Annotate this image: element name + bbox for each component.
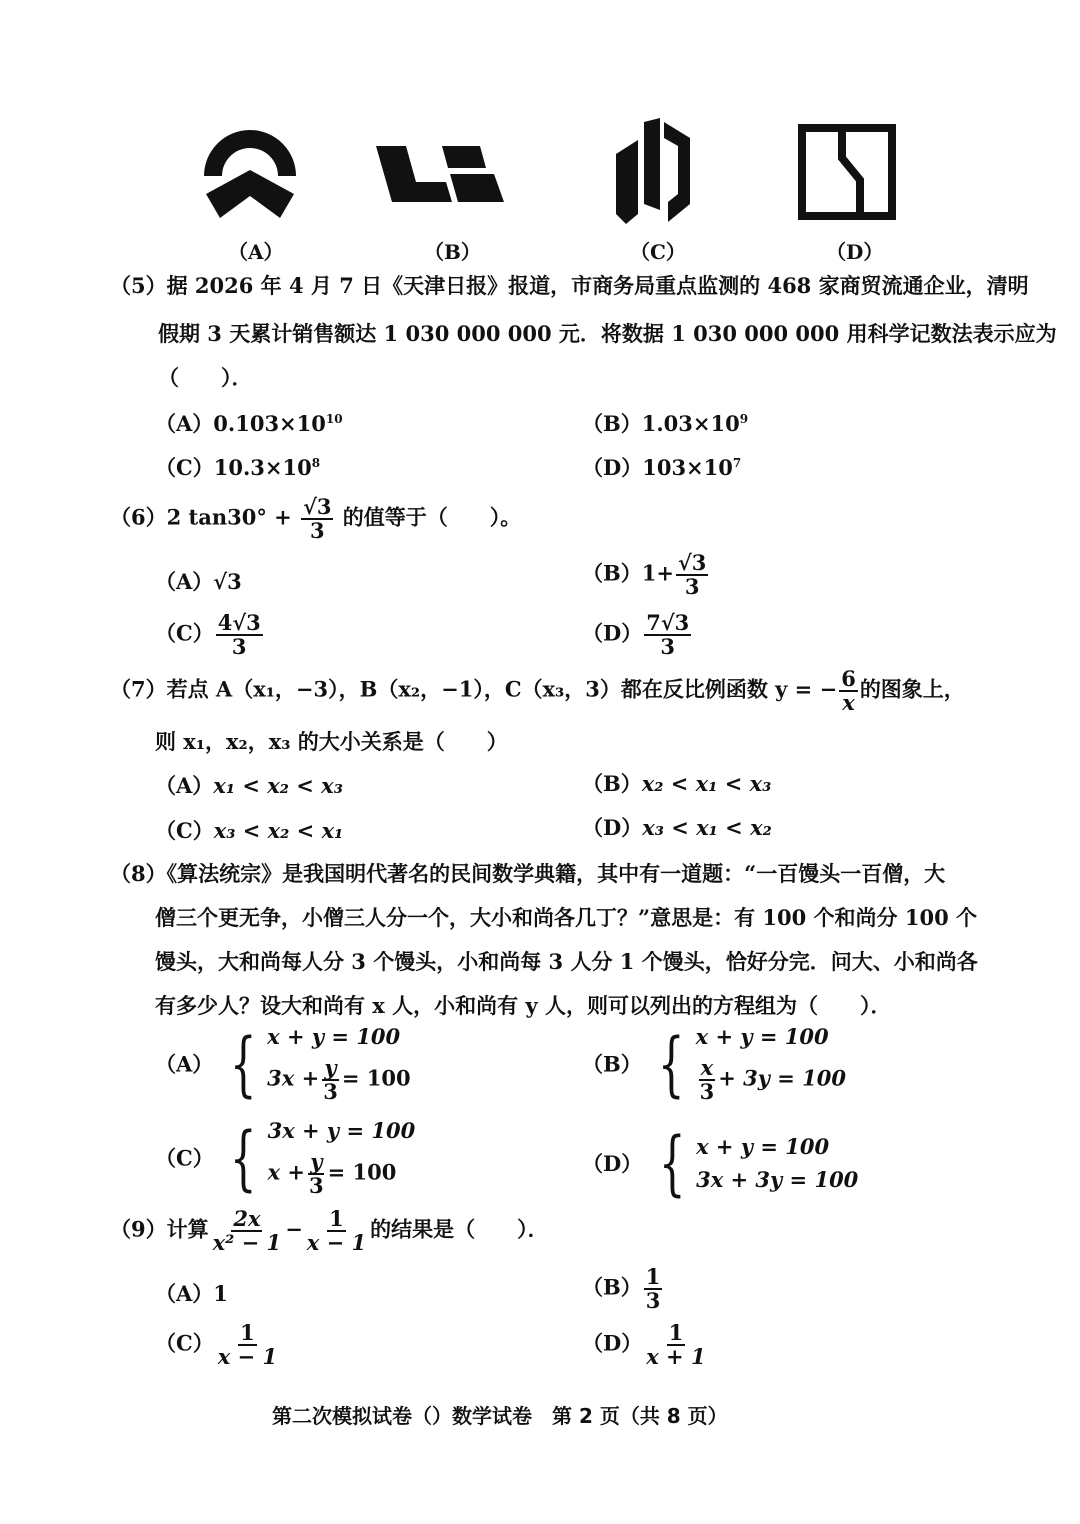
equation-2-suffix: = 100	[341, 1065, 411, 1091]
q8-line4: 有多少人？设大和尚有 x 人，小和尚有 y 人，则可以列出的方程组为（ ）．	[155, 993, 892, 1018]
equation-2: 3x + 3y = 100	[696, 1167, 859, 1192]
fraction-numerator: √3	[303, 494, 332, 519]
fraction-denominator: 3	[684, 574, 700, 600]
fraction-denominator: x + 1	[646, 1344, 706, 1370]
q9-fraction-1	[211, 1208, 284, 1254]
equation-2	[268, 1151, 416, 1197]
q6-stem	[110, 496, 521, 542]
equation-system	[221, 1024, 411, 1103]
option-label: （A）	[155, 411, 214, 436]
equation-system	[649, 1024, 846, 1103]
equation-2-prefix: x +	[267, 1159, 306, 1185]
fraction-denominator: x	[842, 690, 855, 716]
fraction-denominator: 3	[323, 1079, 338, 1105]
fraction-numerator: √3	[677, 550, 707, 575]
q8-option-c[interactable]	[155, 1118, 415, 1197]
logo-label-b: （B）	[424, 240, 481, 264]
fraction-numerator: 7√3	[646, 610, 690, 635]
option-fraction	[644, 1266, 663, 1312]
q7-line1	[110, 668, 965, 714]
fraction-denominator: 3	[660, 634, 676, 660]
q7-fraction	[839, 668, 858, 714]
q6-option-b[interactable]	[582, 552, 710, 598]
option-exponent: 9	[739, 412, 749, 426]
q7-line1-suffix: 的图象上，	[859, 676, 965, 702]
fraction-numerator: 1	[668, 1320, 684, 1345]
brace-icon: {	[229, 1022, 257, 1105]
q6-prefix: （6）2 tan30° +	[110, 504, 292, 530]
q5-option-c[interactable]	[155, 452, 320, 482]
equation-1: x + y = 100	[695, 1024, 829, 1049]
page-footer: 第二次模拟试卷（）数学试卷 第 2 页（共 8 页）	[272, 1404, 728, 1428]
q8-line2: 僧三个更无争，小僧三人分一个，大小和尚各几丁？”意思是：有 100 个和尚分 100 个	[155, 905, 977, 930]
equation-2-suffix: + 3y = 100	[718, 1065, 847, 1091]
option-label: （C）	[155, 1145, 214, 1171]
option-fraction	[216, 1322, 279, 1368]
option-prefix: 1+	[641, 560, 674, 586]
option-label: （C）	[155, 620, 214, 646]
option-label: （A）	[155, 773, 214, 798]
option-label: （A）	[155, 1051, 214, 1077]
fraction-denominator: 3	[699, 1079, 715, 1105]
option-fraction	[644, 612, 691, 658]
q9-option-d[interactable]	[582, 1322, 710, 1368]
fraction-numerator: y	[324, 1055, 337, 1080]
q7-option-a[interactable]	[155, 770, 343, 800]
option-label: （D）	[582, 815, 643, 840]
fraction-numerator: 6	[841, 666, 856, 691]
fraction-denominator: 3	[309, 518, 325, 544]
q9-stem	[110, 1208, 549, 1254]
fraction-numerator: 1	[240, 1320, 255, 1345]
option-value: 10.3×10	[213, 455, 312, 480]
option-label: （D）	[582, 455, 643, 480]
option-value: 0.103×10	[213, 411, 326, 436]
equation-system	[221, 1118, 415, 1197]
equation-system	[650, 1122, 859, 1204]
q9-fraction-2	[305, 1208, 368, 1254]
fraction-numerator: 4√3	[217, 610, 261, 635]
equation-1: 3x + y = 100	[267, 1118, 416, 1143]
option-label: （C）	[155, 455, 214, 480]
q5-line2: 假期 3 天累计销售额达 1 030 000 000 元．将数据 1 030 000 000 用科学记数法表示应为	[158, 321, 1057, 346]
brace-icon: {	[229, 1116, 257, 1199]
option-value: x₃ < x₂ < x₁	[213, 818, 344, 843]
fraction-numerator: x	[700, 1055, 714, 1080]
option-value: 103×10	[642, 455, 733, 480]
option-value: x₁ < x₂ < x₃	[213, 773, 343, 798]
option-label: （B）	[582, 1274, 642, 1300]
fraction-numerator: 2x	[233, 1206, 261, 1231]
option-exponent: 7	[732, 456, 742, 470]
option-value: √3	[213, 569, 242, 594]
fraction-denominator: 3	[231, 634, 247, 660]
option-label: （D）	[582, 1151, 643, 1176]
q9-option-c[interactable]	[155, 1322, 281, 1368]
equation-2-prefix: 3x +	[267, 1065, 320, 1091]
logo-b-icon	[376, 146, 508, 204]
q5-option-b[interactable]	[582, 408, 748, 438]
fraction-numerator: 1	[329, 1206, 344, 1231]
option-label: （B）	[582, 771, 642, 796]
option-label: （B）	[582, 411, 642, 436]
option-value: x₂ < x₁ < x₃	[641, 771, 772, 796]
q8-line1: （8）《算法统宗》是我国明代著名的民间数学典籍，其中有一道题：“一百馒头一百僧，大	[110, 861, 946, 886]
q9-suffix: 的结果是（ ）．	[370, 1216, 549, 1242]
option-fraction	[676, 552, 708, 598]
q7-option-c[interactable]	[155, 815, 343, 845]
equation-2	[696, 1057, 846, 1103]
option-exponent: 8	[311, 456, 321, 470]
option-value: 1	[213, 1281, 228, 1306]
option-label: （A）	[155, 1281, 214, 1306]
q7-option-b[interactable]	[582, 768, 771, 798]
brace-icon: {	[657, 1022, 685, 1105]
option-value: x₃ < x₁ < x₂	[642, 815, 772, 840]
option-label: （A）	[155, 569, 214, 594]
q9-minus: −	[285, 1216, 303, 1242]
q6-option-c[interactable]	[155, 612, 265, 658]
logo-label-c: （C）	[630, 240, 686, 264]
fraction-denominator: 3	[309, 1173, 324, 1199]
q6-option-a[interactable]	[155, 566, 242, 596]
equation-2-suffix: = 100	[327, 1159, 397, 1185]
equation-1: x + y = 100	[696, 1134, 830, 1159]
option-label: （D）	[582, 1330, 643, 1356]
q5-option-a[interactable]	[155, 408, 343, 438]
q7-line1-prefix: （7）若点 A（x₁，−3），B（x₂，−1），C（x₃，3）都在反比例函数 y = −	[110, 676, 838, 702]
equation-1: x + y = 100	[267, 1024, 401, 1049]
q9-option-b[interactable]	[582, 1266, 664, 1312]
fraction-denominator: x − 1	[306, 1230, 367, 1256]
q9-prefix: （9）计算	[110, 1216, 209, 1242]
logo-d-icon	[798, 124, 896, 220]
q8-line3: 馒头，大和尚每人分 3 个馒头，小和尚每 3 人分 1 个馒头，恰好分完．问大、小和尚各	[155, 949, 978, 974]
option-label: （B）	[582, 1051, 642, 1077]
option-label: （D）	[582, 620, 643, 646]
option-fraction	[644, 1322, 707, 1368]
equation-2	[267, 1057, 410, 1103]
option-label: （B）	[582, 560, 642, 586]
fraction-numerator: y	[310, 1149, 323, 1174]
q8-option-a[interactable]	[155, 1024, 411, 1103]
fraction-denominator: 3	[645, 1288, 661, 1314]
q5-line3: （ ）．	[158, 365, 253, 390]
logo-label-a: （A）	[228, 240, 284, 264]
q8-option-d[interactable]	[582, 1122, 859, 1204]
brace-icon: {	[658, 1122, 686, 1204]
fraction-denominator: x − 1	[217, 1344, 278, 1370]
option-label: （C）	[155, 1330, 214, 1356]
q6-suffix: 的值等于（ ）。	[342, 504, 522, 530]
q6-fraction	[301, 496, 333, 542]
q7-option-d[interactable]	[582, 812, 772, 842]
q5-option-d[interactable]	[582, 452, 741, 482]
logo-label-d: （D）	[826, 240, 884, 264]
q5-line1: （5）据 2026 年 4 月 7 日《天津日报》报道，市商务局重点监测的 468 家商贸流通企业，清明	[110, 273, 1029, 298]
logo-a-icon	[200, 130, 300, 222]
option-label: （C）	[155, 818, 214, 843]
fraction-numerator: 1	[645, 1264, 661, 1289]
q9-option-a[interactable]	[155, 1278, 228, 1308]
q6-option-d[interactable]	[582, 612, 693, 658]
option-exponent: 10	[325, 412, 343, 426]
q7-line2: 则 x₁，x₂，x₃ 的大小关系是（ ）	[155, 729, 508, 754]
option-fraction	[216, 612, 263, 658]
logo-c-icon	[606, 118, 698, 226]
q8-option-b[interactable]	[582, 1024, 846, 1103]
fraction-denominator: x² − 1	[212, 1230, 282, 1256]
option-value: 1.03×10	[641, 411, 740, 436]
